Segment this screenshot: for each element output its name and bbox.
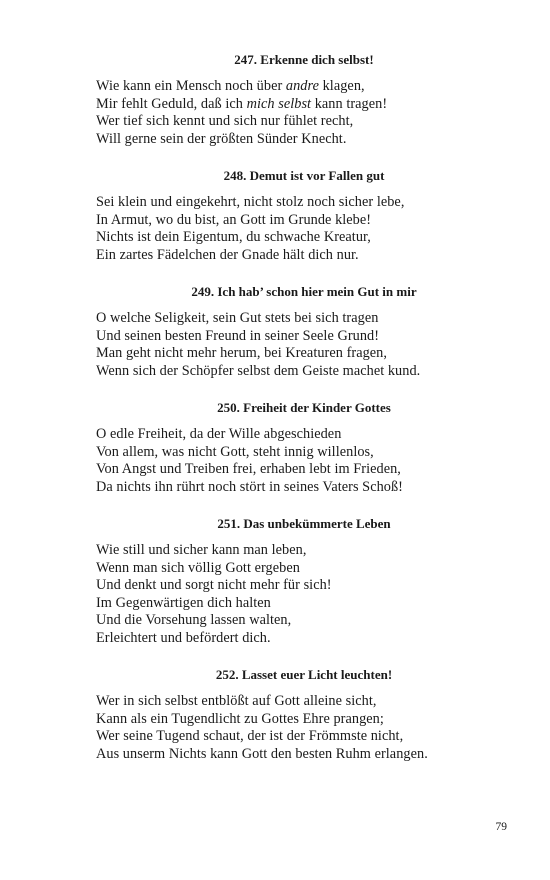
verse-text: Aus unserm Nichts kann Gott den besten Ruhm erlangen. bbox=[96, 745, 428, 762]
verse-line bbox=[96, 229, 496, 247]
verse-text: Will gerne sein der größten Sünder Knecht. bbox=[96, 130, 347, 147]
verse-text: Mir fehlt Geduld, daß ich bbox=[96, 95, 247, 112]
verse-line bbox=[96, 78, 496, 96]
verse-text: Wenn man sich völlig Gott ergeben bbox=[96, 559, 300, 576]
poem-title: 251. Das unbekümmerte Leben bbox=[217, 516, 391, 531]
verse-text: Und denkt und sorgt nicht mehr für sich! bbox=[96, 577, 332, 593]
verse-line bbox=[96, 479, 496, 497]
verse-line bbox=[96, 310, 496, 328]
verse-text: Erleichtert und befördert dich. bbox=[96, 629, 271, 646]
poem-title: 247. Erkenne dich selbst! bbox=[234, 52, 374, 67]
verse-text: Wie still und sicher kann man leben, bbox=[96, 542, 307, 558]
verse-line bbox=[96, 542, 496, 560]
verse-line bbox=[96, 212, 496, 230]
poem-title: 250. Freiheit der Kinder Gottes bbox=[217, 400, 391, 415]
verse-line bbox=[96, 426, 496, 444]
verse-text: Da nichts ihn rührt noch stört in seines Vaters Schoß! bbox=[96, 478, 403, 495]
verse-text: Wer tief sich kennt und sich nur fühlet recht, bbox=[96, 113, 354, 129]
verse-line bbox=[96, 728, 496, 746]
verse-line bbox=[96, 96, 496, 114]
verse-line bbox=[96, 444, 496, 462]
page-number: 79 bbox=[495, 821, 507, 833]
poem-title: 252. Lasset euer Licht leuchten! bbox=[215, 667, 393, 682]
verse-text: Wer in sich selbst entblößt auf Gott alleine sicht, bbox=[96, 693, 377, 709]
verse-text: Von allem, was nicht Gott, steht innig willenlos, bbox=[96, 443, 374, 460]
verse-emphasis: andre bbox=[285, 78, 319, 94]
poem-block bbox=[96, 667, 496, 763]
poem-title: 248. Demut ist vor Fallen gut bbox=[223, 168, 385, 183]
verse-line bbox=[96, 328, 496, 346]
verse-emphasis: mich selbst bbox=[246, 95, 312, 112]
verse-text: kann tragen! bbox=[311, 95, 388, 112]
verse-line bbox=[96, 630, 496, 648]
verse-text: Kann als ein Tugendlicht zu Gottes Ehre prangen; bbox=[96, 710, 384, 727]
page-body bbox=[96, 52, 496, 783]
poem-block bbox=[96, 400, 496, 496]
verse-line bbox=[96, 612, 496, 630]
verse-line bbox=[96, 113, 496, 131]
verse-line bbox=[96, 247, 496, 265]
verse-text: Wie kann ein Mensch noch über bbox=[96, 78, 286, 94]
verse-text: Und die Vorsehung lassen walten, bbox=[96, 612, 292, 628]
verse-text: O welche Seligkeit, sein Gut stets bei sich tragen bbox=[96, 310, 379, 326]
verse-text: Man geht nicht mehr herum, bei Kreaturen fragen, bbox=[96, 345, 388, 361]
verse-text: Ein zartes Fädelchen der Gnade hält dich nur. bbox=[96, 246, 359, 263]
verse-text: Wer seine Tugend schaut, der ist der Frömmste nicht, bbox=[96, 728, 404, 744]
verse-line bbox=[96, 711, 496, 729]
poem-title: 249. Ich hab’ schon hier mein Gut in mir bbox=[191, 284, 417, 299]
verse-line bbox=[96, 194, 496, 212]
verse-line bbox=[96, 560, 496, 578]
poem-block bbox=[96, 516, 496, 647]
poem-block bbox=[96, 52, 496, 148]
poem-block bbox=[96, 284, 496, 380]
verse-text: Sei klein und eingekehrt, nicht stolz noch sicher lebe, bbox=[96, 194, 405, 210]
verse-line bbox=[96, 746, 496, 764]
verse-text: Nichts ist dein Eigentum, du schwache Kreatur, bbox=[96, 229, 371, 245]
verse-text: In Armut, wo du bist, an Gott im Grunde klebe! bbox=[96, 211, 372, 228]
verse-line bbox=[96, 577, 496, 595]
verse-line bbox=[96, 131, 496, 149]
poem-block bbox=[96, 168, 496, 264]
verse-line bbox=[96, 363, 496, 381]
verse-text: O edle Freiheit, da der Wille abgeschieden bbox=[96, 426, 342, 442]
verse-text: klagen, bbox=[318, 78, 365, 94]
verse-text: Und seinen besten Freund in seiner Seele Grund! bbox=[96, 327, 380, 344]
verse-line bbox=[96, 693, 496, 711]
verse-line bbox=[96, 345, 496, 363]
verse-text: Im Gegenwärtigen dich halten bbox=[96, 594, 271, 611]
verse-text: Wenn sich der Schöpfer selbst dem Geiste machet kund. bbox=[96, 362, 421, 379]
verse-line bbox=[96, 461, 496, 479]
verse-line bbox=[96, 595, 496, 613]
verse-text: Von Angst und Treiben frei, erhaben lebt im Frieden, bbox=[96, 461, 401, 477]
